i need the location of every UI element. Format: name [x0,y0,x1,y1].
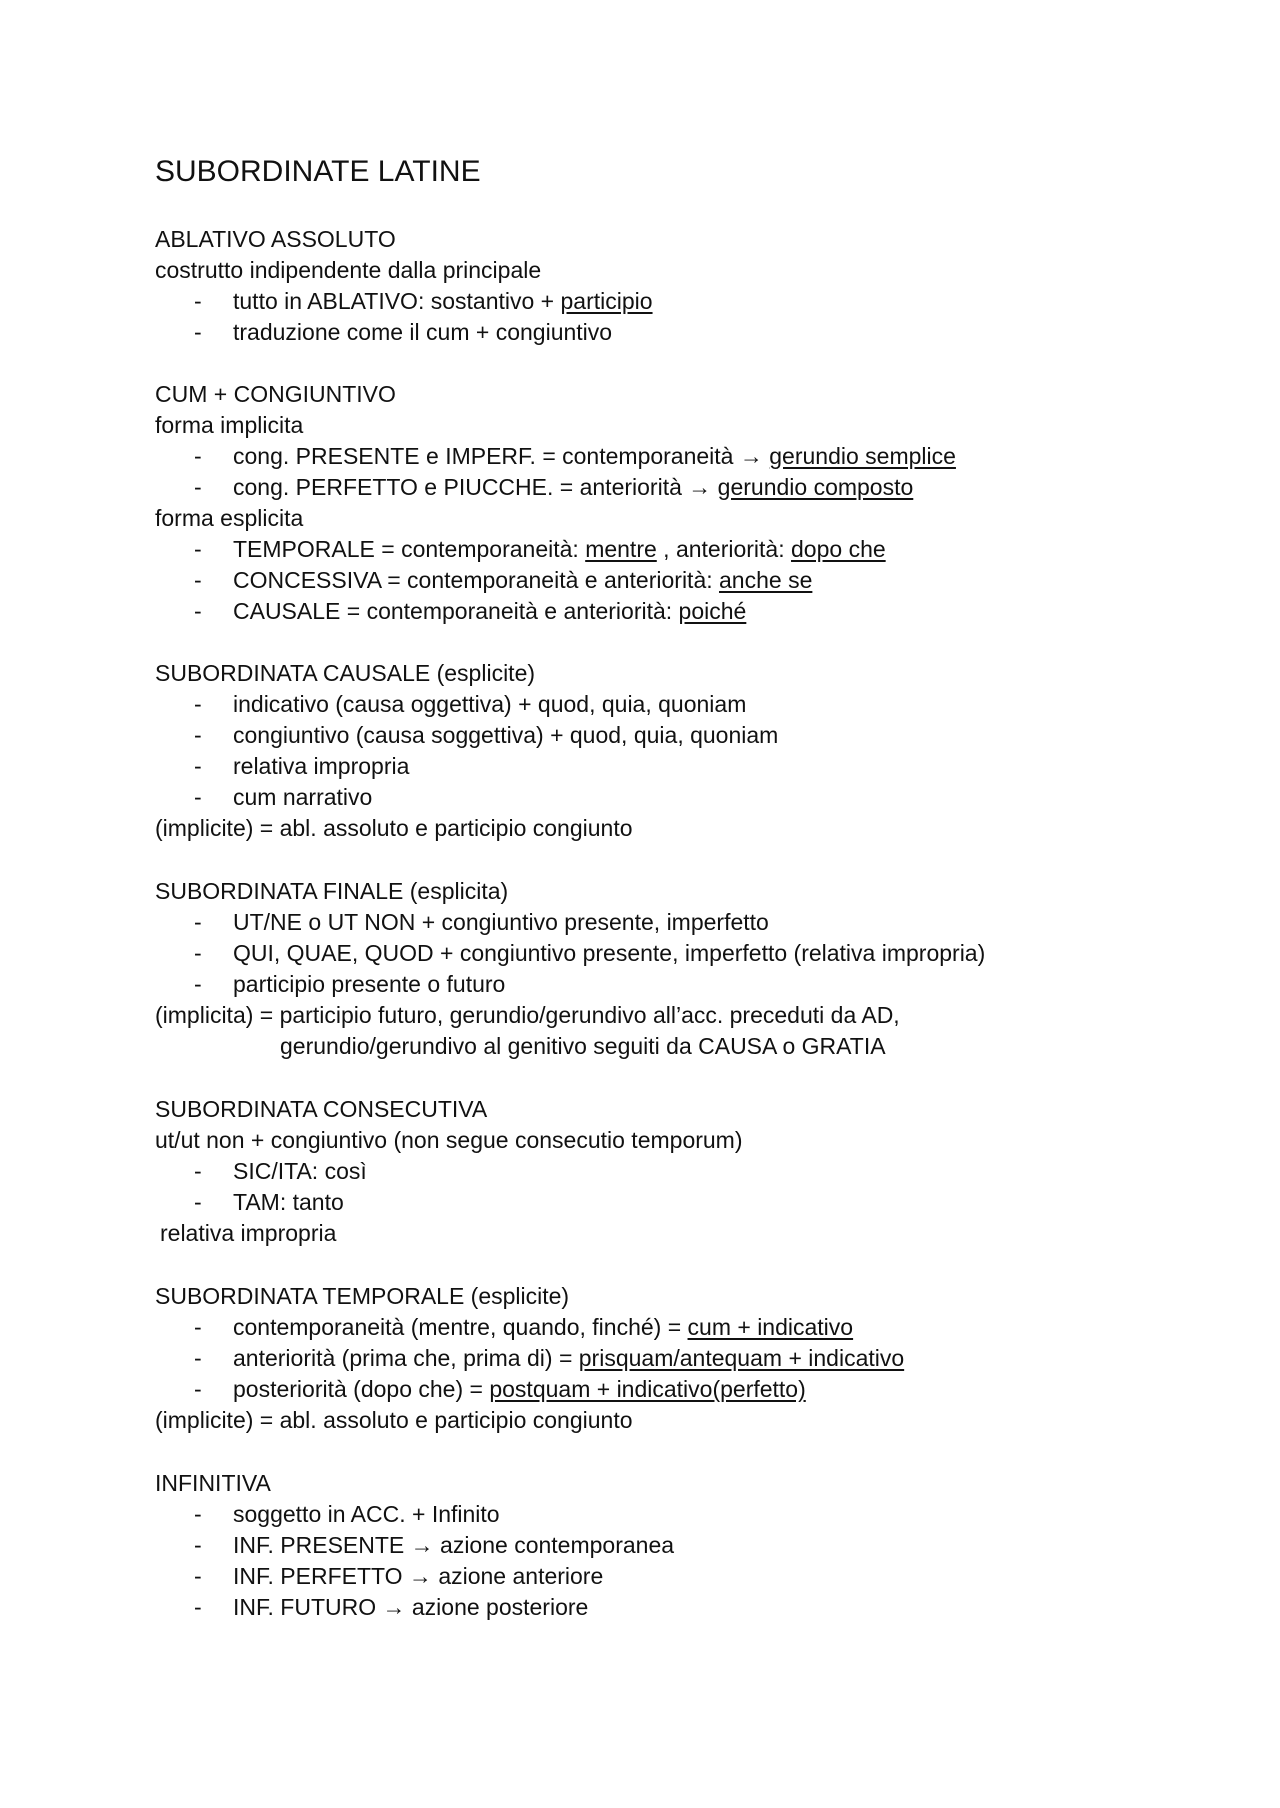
subheading-forma-implicita: forma implicita [155,412,304,438]
section-heading-causale: SUBORDINATA CAUSALE (esplicite) [155,660,536,686]
bullet-dash: - [194,1594,202,1620]
section-heading-ablativo: ABLATIVO ASSOLUTO [155,226,396,252]
temporale-implicite: (implicite) = abl. assoluto e participio congiunto [155,1407,633,1433]
bullet-dash: - [194,753,202,779]
underlined-term: gerundio semplice [769,443,956,469]
bullet-dash: - [194,1501,202,1527]
section-heading-finale: SUBORDINATA FINALE (esplicita) [155,878,509,904]
underlined-term: gerundio composto [717,474,914,500]
section-heading-cum: CUM + CONGIUNTIVO [155,381,396,407]
bullet-dash: - [194,1345,202,1371]
bullet-dash: - [194,971,202,997]
bullet-dash: - [194,1532,202,1558]
document-page: SUBORDINATE LATINE ABLATIVO ASSOLUTO costrutto indipendente dalla principale - tutto in ABLATIVO: sostantivo + participio - traduzione come il cum + congiuntivo CUM + CONGIUNTIVO forma implicita - cong. PRESENTE e IMPERF. = contemporaneità → gerundio semplice - cong. PERFETTO e PIUCCHE. = anteriorità → gerundio composto forma esplicita - TEMPORALE = contemporaneità: mentre , anteriorità: dopo che - CONCESSIVA = contemporaneità e anteriorità: anche se - CAUSALE = contemporaneità e anteriorità: poiché SUBORDINATA CAUSALE (esplicite) - indicativo (causa oggettiva) + quod, quia, quoniam - congiuntivo (causa soggettiva) + quod, quia, quoniam - relativa impropria - cum narrativo (implicite) = abl. assoluto e participio congiunto SUBORDINATA FINALE (esplicita) - UT/NE o UT NON + congiuntivo presente, imperfetto - QUI, QUAE, QUOD + congiuntivo presente, imperfetto (relativa impropria) - participio presente o futuro (implicita) = participio futuro, gerundio/gerundivo all’acc. preceduti da AD, gerundio/gerundivo al genitivo seguiti da CAUSA o GRATIA SUBORDINATA CONSECUTIVA ut/ut non + congiuntivo (non segue consecutio temporum) - SIC/ITA: così - TAM: tanto relativa impropria SUBORDINATA TEMPORALE (esplicite) - contemporaneità (mentre, quando, finché) = cum + indicativo - anteriorità (prima che, prima di) = prisquam/antequam + indicativo - posteriorità (dopo che) = postquam + indicativo(perfetto) (implicite) = abl. assoluto e participio congiunto INFINITIVA - soggetto in ACC. + Infinito - INF. PRESENTE → azione contemporanea - INF. PERFETTO → azione anteriore - INF. FUTURO → azione posteriore [0,0,1280,1808]
section-heading-consecutiva: SUBORDINATA CONSECUTIVA [155,1096,488,1122]
underlined-term: prisquam/antequam + indicativo [578,1345,905,1371]
section-heading-infinitiva: INFINITIVA [155,1470,271,1496]
underlined-term: postquam + indicativo(perfetto) [489,1376,806,1402]
bullet-dash: - [194,1563,202,1589]
bullet-dash: - [194,1376,202,1402]
bullet-dash: - [194,909,202,935]
bullet-dash: - [194,1314,202,1340]
bullet-dash: - [194,784,202,810]
underlined-term: participio [560,288,653,314]
underlined-term: cum + indicativo [687,1314,854,1340]
bullet-dash: - [194,536,202,562]
bullet-dash: - [194,598,202,624]
subheading-forma-esplicita: forma esplicita [155,505,304,531]
bullet-dash: - [194,691,202,717]
bullet-dash: - [194,1189,202,1215]
underlined-term: dopo che [791,536,886,562]
bullet-dash: - [194,722,202,748]
finale-implicita-continued: gerundio/gerundivo al genitivo seguiti da CAUSA o GRATIA [280,1033,886,1059]
bullet-dash: - [194,319,202,345]
bullet-dash: - [194,940,202,966]
finale-implicita: (implicita) = participio futuro, gerundio/gerundivo all’acc. preceduti da AD, [155,1002,900,1028]
causale-implicite: (implicite) = abl. assoluto e participio congiunto [155,815,633,841]
bullet-dash: - [194,443,202,469]
page-title: SUBORDINATE LATINE [155,155,481,188]
underlined-term: anche se [719,567,813,593]
ablativo-description: costrutto indipendente dalla principale [155,257,542,283]
underlined-term: mentre [585,536,657,562]
bullet-dash: - [194,288,202,314]
bullet-dash: - [194,474,202,500]
section-heading-temporale: SUBORDINATA TEMPORALE (esplicite) [155,1283,570,1309]
bullet-dash: - [194,1158,202,1184]
underlined-term: poiché [678,598,747,624]
bullet-dash: - [194,567,202,593]
consecutiva-description: ut/ut non + congiuntivo (non segue consecutio temporum) [155,1127,743,1153]
consecutiva-relativa: relativa impropria [160,1220,337,1246]
